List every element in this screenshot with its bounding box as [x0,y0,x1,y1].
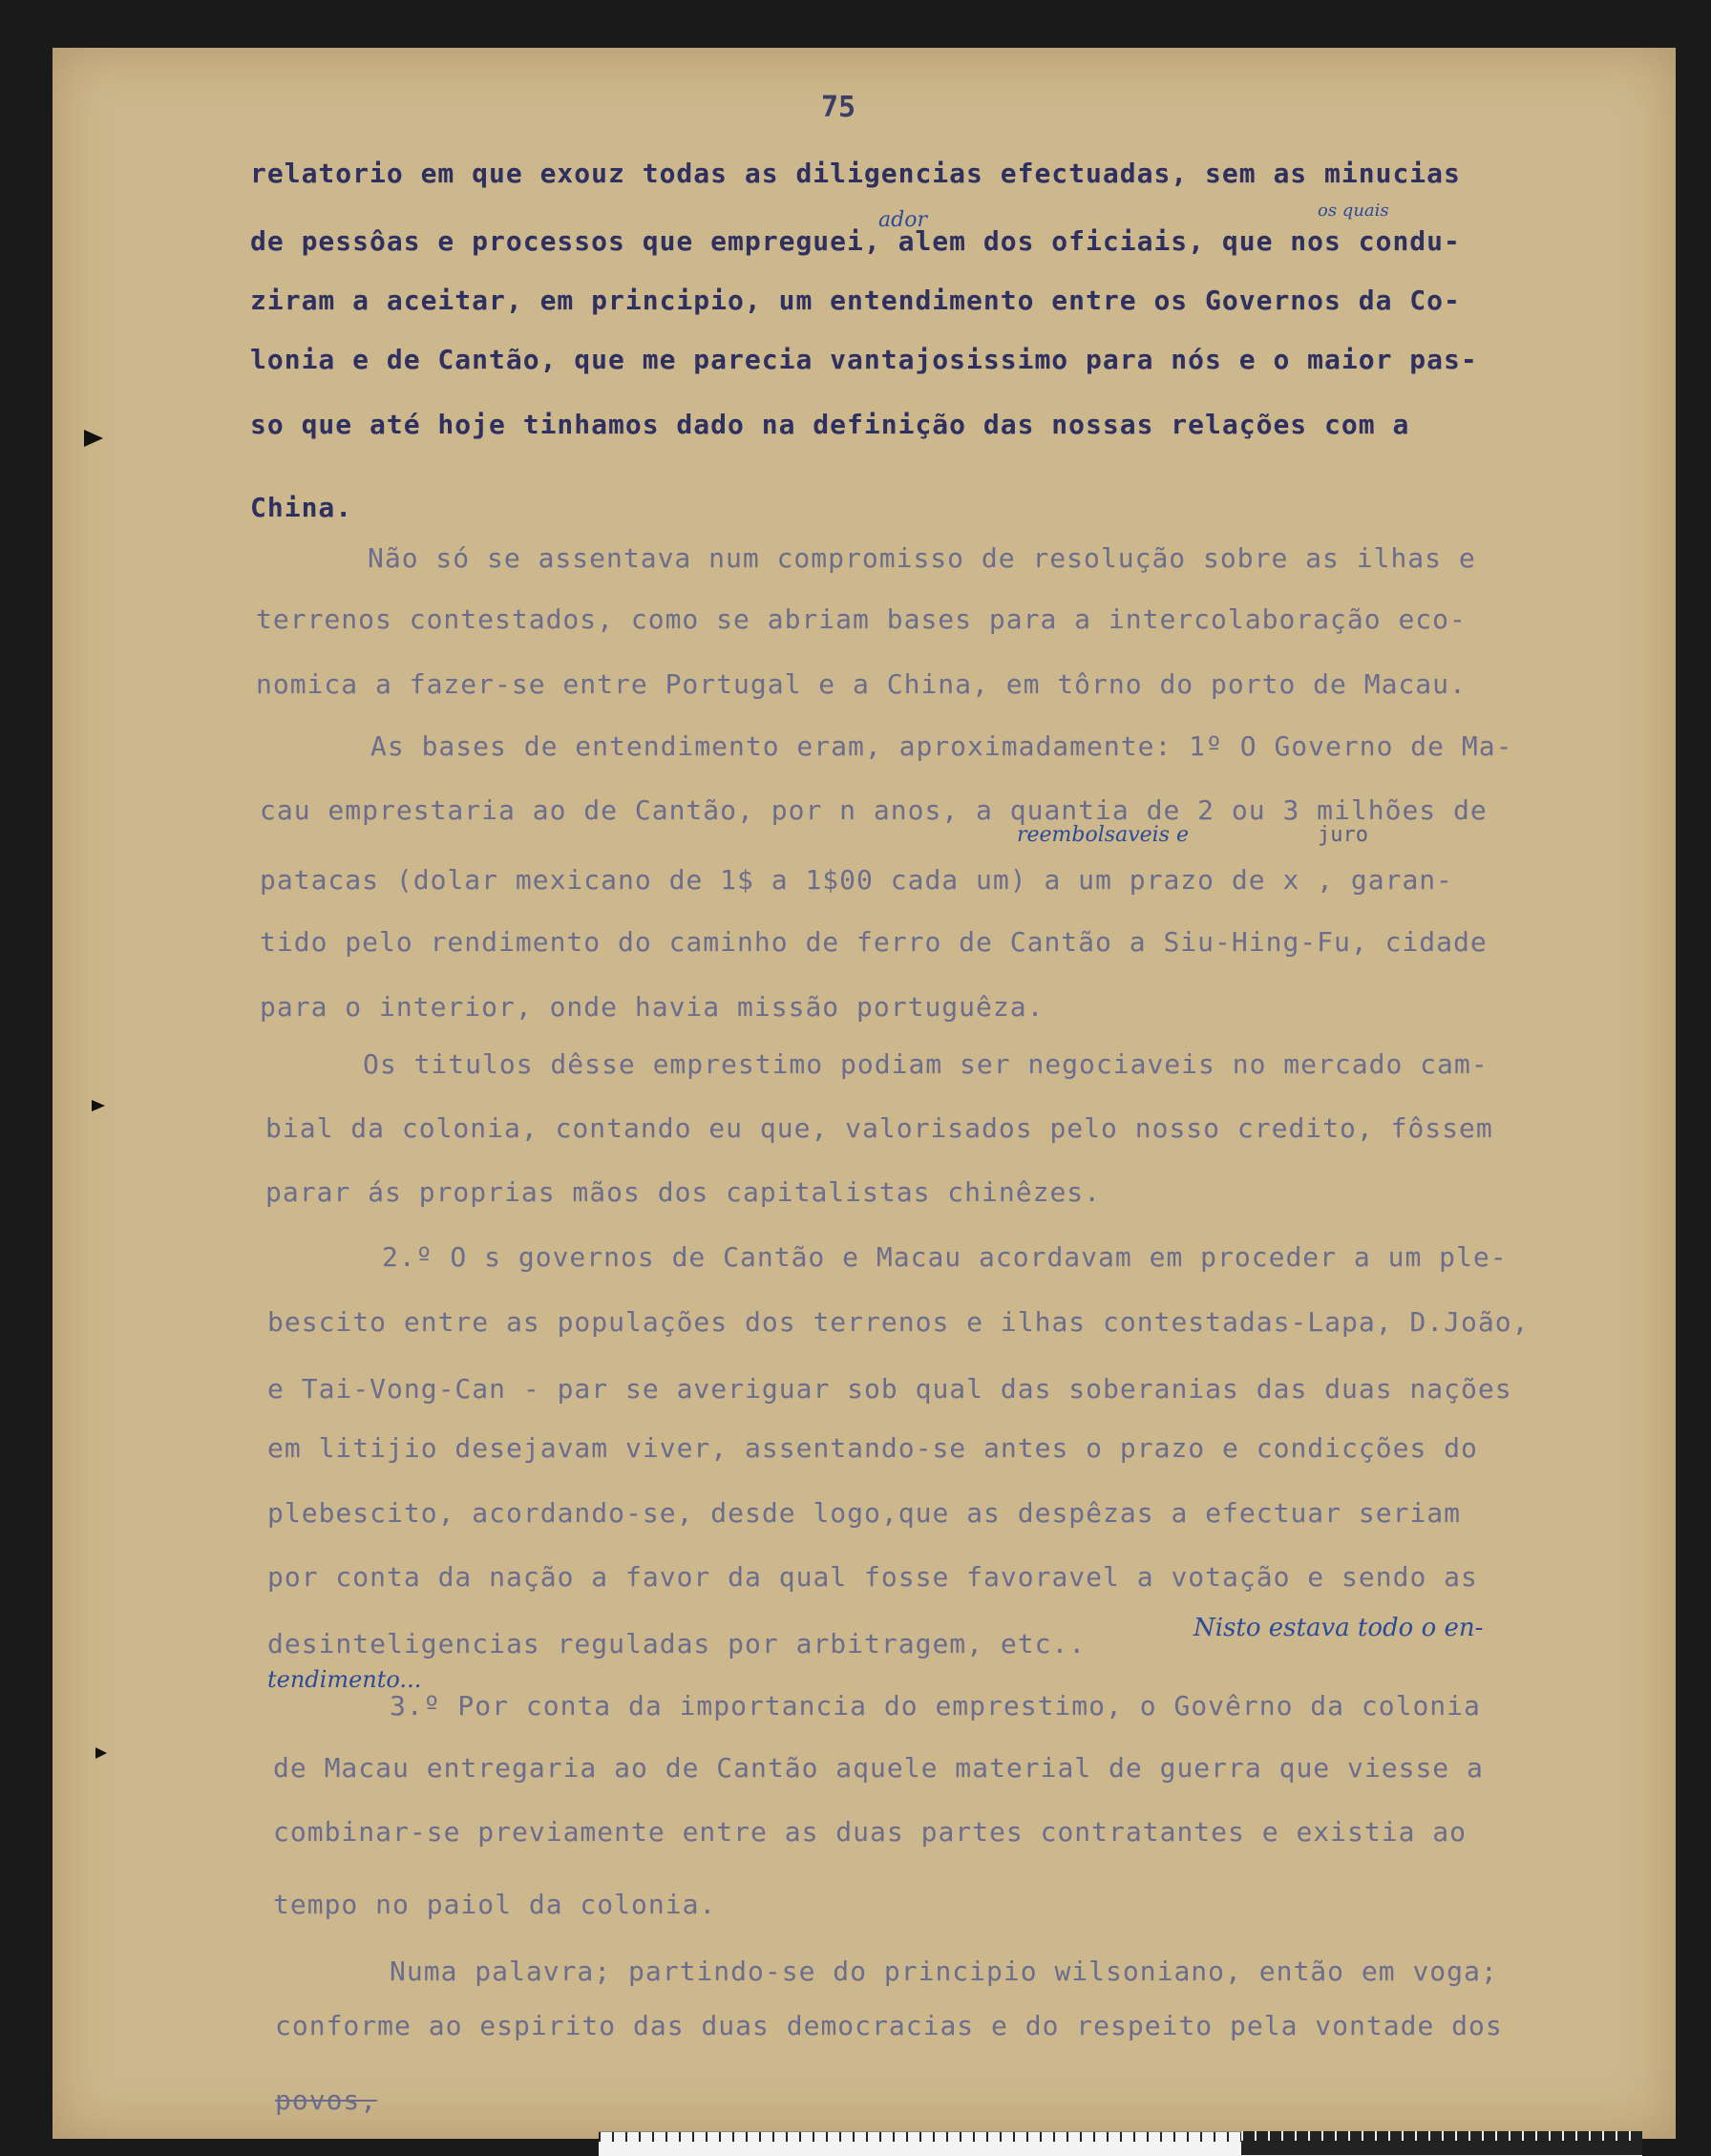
handwritten-note-ador: ador [878,208,927,232]
text-line: 2.º O s governos de Cantão e Macau acordavam em proceder a um ple- [382,1241,1508,1273]
text-line: em litijio desejavam viver, assentando-se antes o prazo e condicções do [267,1432,1478,1464]
text-line: China. [250,492,353,523]
margin-mark [92,1100,105,1111]
text-line: bescito entre as populações dos terrenos e ilhas contestadas-Lapa, D.João, [267,1306,1530,1338]
margin-mark [95,1747,107,1759]
text-line: parar ás proprias mãos dos capitalistas chinêzes. [265,1176,1102,1208]
text-line: As bases de entendimento eram, aproximadamente: 1º O Governo de Ma- [370,730,1513,762]
handwritten-note-juro: juro [1318,823,1368,847]
handwritten-note-os-quais: os quais [1318,201,1389,221]
text-line: so que até hoje tinhamos dado na definição das nossas relações com a [250,409,1410,440]
text-line: cau emprestaria ao de Cantão, por n anos, a quantia de 2 ou 3 milhões de [260,794,1488,826]
handwritten-note-reembolsaveis: reembolsaveis e [1017,823,1189,847]
text-line: ziram a aceitar, em principio, um entendimento entre os Governos da Co- [250,285,1461,316]
text-line: Não só se assentava num compromisso de resolução sobre as ilhas e [368,542,1476,574]
text-line: Numa palavra; partindo-se do principio wilsoniano, então em voga; [390,1955,1498,1987]
handwritten-note-nisto-cont: tendimento... [267,1666,422,1693]
text-line: de Macau entregaria ao de Cantão aquele material de guerra que viesse a [273,1752,1484,1784]
text-line: tido pelo rendimento do caminho de ferro de Cantão a Siu-Hing-Fu, cidade [260,926,1488,958]
text-line: Os titulos dêsse emprestimo podiam ser negociaveis no mercado cam- [363,1048,1489,1080]
text-line: combinar-se previamente entre as duas partes contratantes e existia ao [273,1816,1468,1848]
text-line: desinteligencias reguladas por arbitragem, etc.. [267,1628,1087,1659]
scale-ruler-dark [1241,2131,1642,2155]
handwritten-note-nisto: Nisto estava todo o en- [1193,1614,1484,1642]
text-line: nomica a fazer-se entre Portugal e a China, em tôrno do porto de Macau. [256,668,1467,700]
margin-mark [84,430,103,447]
text-line: relatorio em que exouz todas as diligencias efectuadas, sem as minucias [250,158,1461,189]
page-number: 75 [821,91,856,124]
text-line: e Tai-Vong-Can - par se averiguar sob qual das soberanias das duas nações [267,1373,1512,1405]
text-line: povos, [275,2084,378,2116]
text-line: plebescito, acordando-se, desde logo,que as despêzas a efectuar seriam [267,1497,1462,1529]
text-line: tempo no paiol da colonia. [273,1889,717,1920]
text-line: terrenos contestados, como se abriam bases para a intercolaboração eco- [256,603,1467,635]
text-line: de pessôas e processos que empreguei, alem dos oficiais, que nos condu- [250,225,1461,257]
text-line: 3.º Por conta da importancia do emprestimo, o Govêrno da colonia [390,1690,1481,1722]
text-line: patacas (dolar mexicano de 1$ a 1$00 cada um) a um prazo de x , garan- [260,864,1454,896]
text-line: para o interior, onde havia missão portuguêza. [260,991,1045,1023]
text-line: conforme ao espirito das duas democracias e do respeito pela vontade dos [275,2010,1503,2041]
text-line: bial da colonia, contando eu que, valorisados pelo nosso credito, fôssem [265,1112,1493,1144]
text-line: lonia e de Cantão, que me parecia vantajosissimo para nós e o maior pas- [250,344,1478,375]
text-line: por conta da nação a favor da qual fosse favoravel a votação e sendo as [267,1561,1478,1593]
